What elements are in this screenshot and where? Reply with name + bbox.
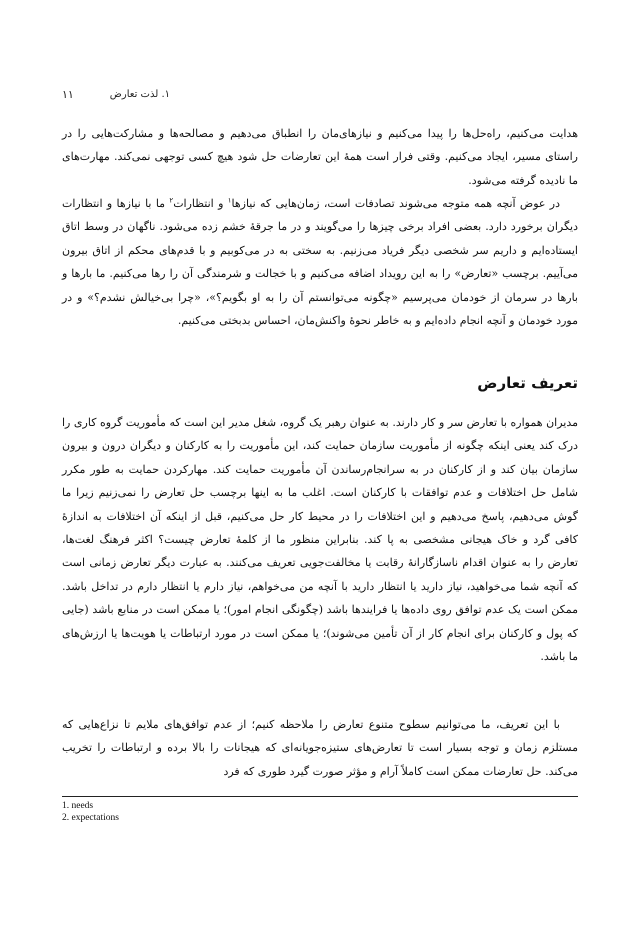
footnote-item: 2. expectations xyxy=(62,813,119,823)
chapter-title: ۱. لذت تعارض xyxy=(109,88,170,100)
footnote-marker[interactable]: ۱ xyxy=(227,196,232,205)
footnotes xyxy=(62,800,119,824)
paragraph-text: در عوض آنچه همه متوجه می‌شوند تصادفات است، زمان‌هایی که نیازها xyxy=(231,197,560,210)
running-header xyxy=(62,84,170,104)
footnote-divider xyxy=(62,796,578,797)
footnote-item: 1. needs xyxy=(62,801,94,811)
page-number: ۱۱ xyxy=(62,87,74,101)
paragraph-text: ما با نیازها و انتظارات دیگران برخورد دارد. بعضی افراد برخی چیزها را می‌گویند و در ما جرقهٔ خشم زده می‌شود. ناگهان در وسط اتاق ایستاده‌ایم و داریم سر شخصی دیگر فریاد می‌زنیم. به سختی به در می‌کوبیم و با قدم‌های محکم از اتاق بیرون می‌آییم. برچسب «تعارض» را به این رویداد اضافه می‌کنیم و با خجالت و شرمندگی آن را رها می‌کنیم. ما بارها و بارها در سرمان از خودمان می‌پرسیم «چگونه می‌توانستم آن را به او بگویم؟»، «چرا بی‌خیالش نشدم؟» و در مورد خودمان و آنچه انجام داده‌ایم و به خاطر نحوهٔ واکنش‌مان، احساس بدبختی می‌کنیم. xyxy=(62,197,578,328)
footnote-marker[interactable]: ۲ xyxy=(169,196,174,205)
paragraph xyxy=(62,192,578,332)
section-heading: تعریف تعارض xyxy=(477,374,578,392)
paragraph: هدایت می‌کنیم، راه‌حل‌ها را پیدا می‌کنیم و نیازهای‌مان را انطباق می‌دهیم و مصالحه‌ها و مشارکت‌هایی را در راستای مسیر، ایجاد می‌کنیم. وقتی فرار است همهٔ این تعارضات حل شود هیچ کسی توجهی نمی‌کند. مهارت‌های ما نادیده گرفته می‌شود. xyxy=(62,127,578,187)
paragraph: مدیران همواره با تعارض سر و کار دارند. به عنوان رهبر یک گروه، شغل مدیر این است که مأموریت گروه کاری را درک کند یعنی اینکه چگونه از مأموریت سازمان حمایت کند، این مأموریت را به کارکنان و دیگران درون و بیرون سازمان بیان کند و از کارکنان در به سرانجام‌رساندن آن مأموریت حمایت کند. مهارکردن حمایت به طور مکرر شامل حل اختلافات و عدم توافقات با کارکنان است. اغلب ما به اینها برچسب حل تعارض را نمی‌زنیم زیرا ما گوش می‌دهیم، پاسخ می‌دهیم و این اختلافات را در محیط کار حل می‌کنیم، قبل از اینکه آن اختلافات به اندازهٔ کافی گرد و خاک هیجانی مشخصی به پا کند. بنابراین منظور ما از کلمهٔ تعارض چیست؟ اکثر فرهنگ لغت‌ها، تعارض را به عنوان اقدام ناسازگارانهٔ رقابت یا مخالفت‌جویی تعریف می‌کنند. به عبارت دیگر تعارض زمانی است که آنچه شما می‌خواهید، نیاز دارید یا انتظار دارید با آنچه من می‌خواهم، نیاز دارم یا انتظار دارم در تداخل باشد. ممکن است یک عدم توافق روی داده‌ها یا فرایندها باشد (چگونگی انجام امور)؛ یا ممکن است در منابع باشد (جایی که پول و کارکنان برای انجام کار از آن تأمین می‌شوند)؛ یا ممکن است در مورد ارتباطات یا هویت‌ها یا ارزش‌های ما باشد. xyxy=(62,416,578,664)
paragraph: با این تعریف، ما می‌توانیم سطوح متنوع تعارض را ملاحظه کنیم؛ از عدم توافق‌های ملایم تا نزاع‌هایی که مستلزم زمان و توجه بسیار است تا تعارض‌های ستیزه‌جویانه‌ای که هیجانات را بالا برده و ارتباطات را تخریب می‌کند. حل تعارضات ممکن است کاملاً آرام و مؤثر صورت گیرد طوری که فرد xyxy=(62,718,578,778)
paragraph-text: و انتظارات xyxy=(173,197,228,210)
